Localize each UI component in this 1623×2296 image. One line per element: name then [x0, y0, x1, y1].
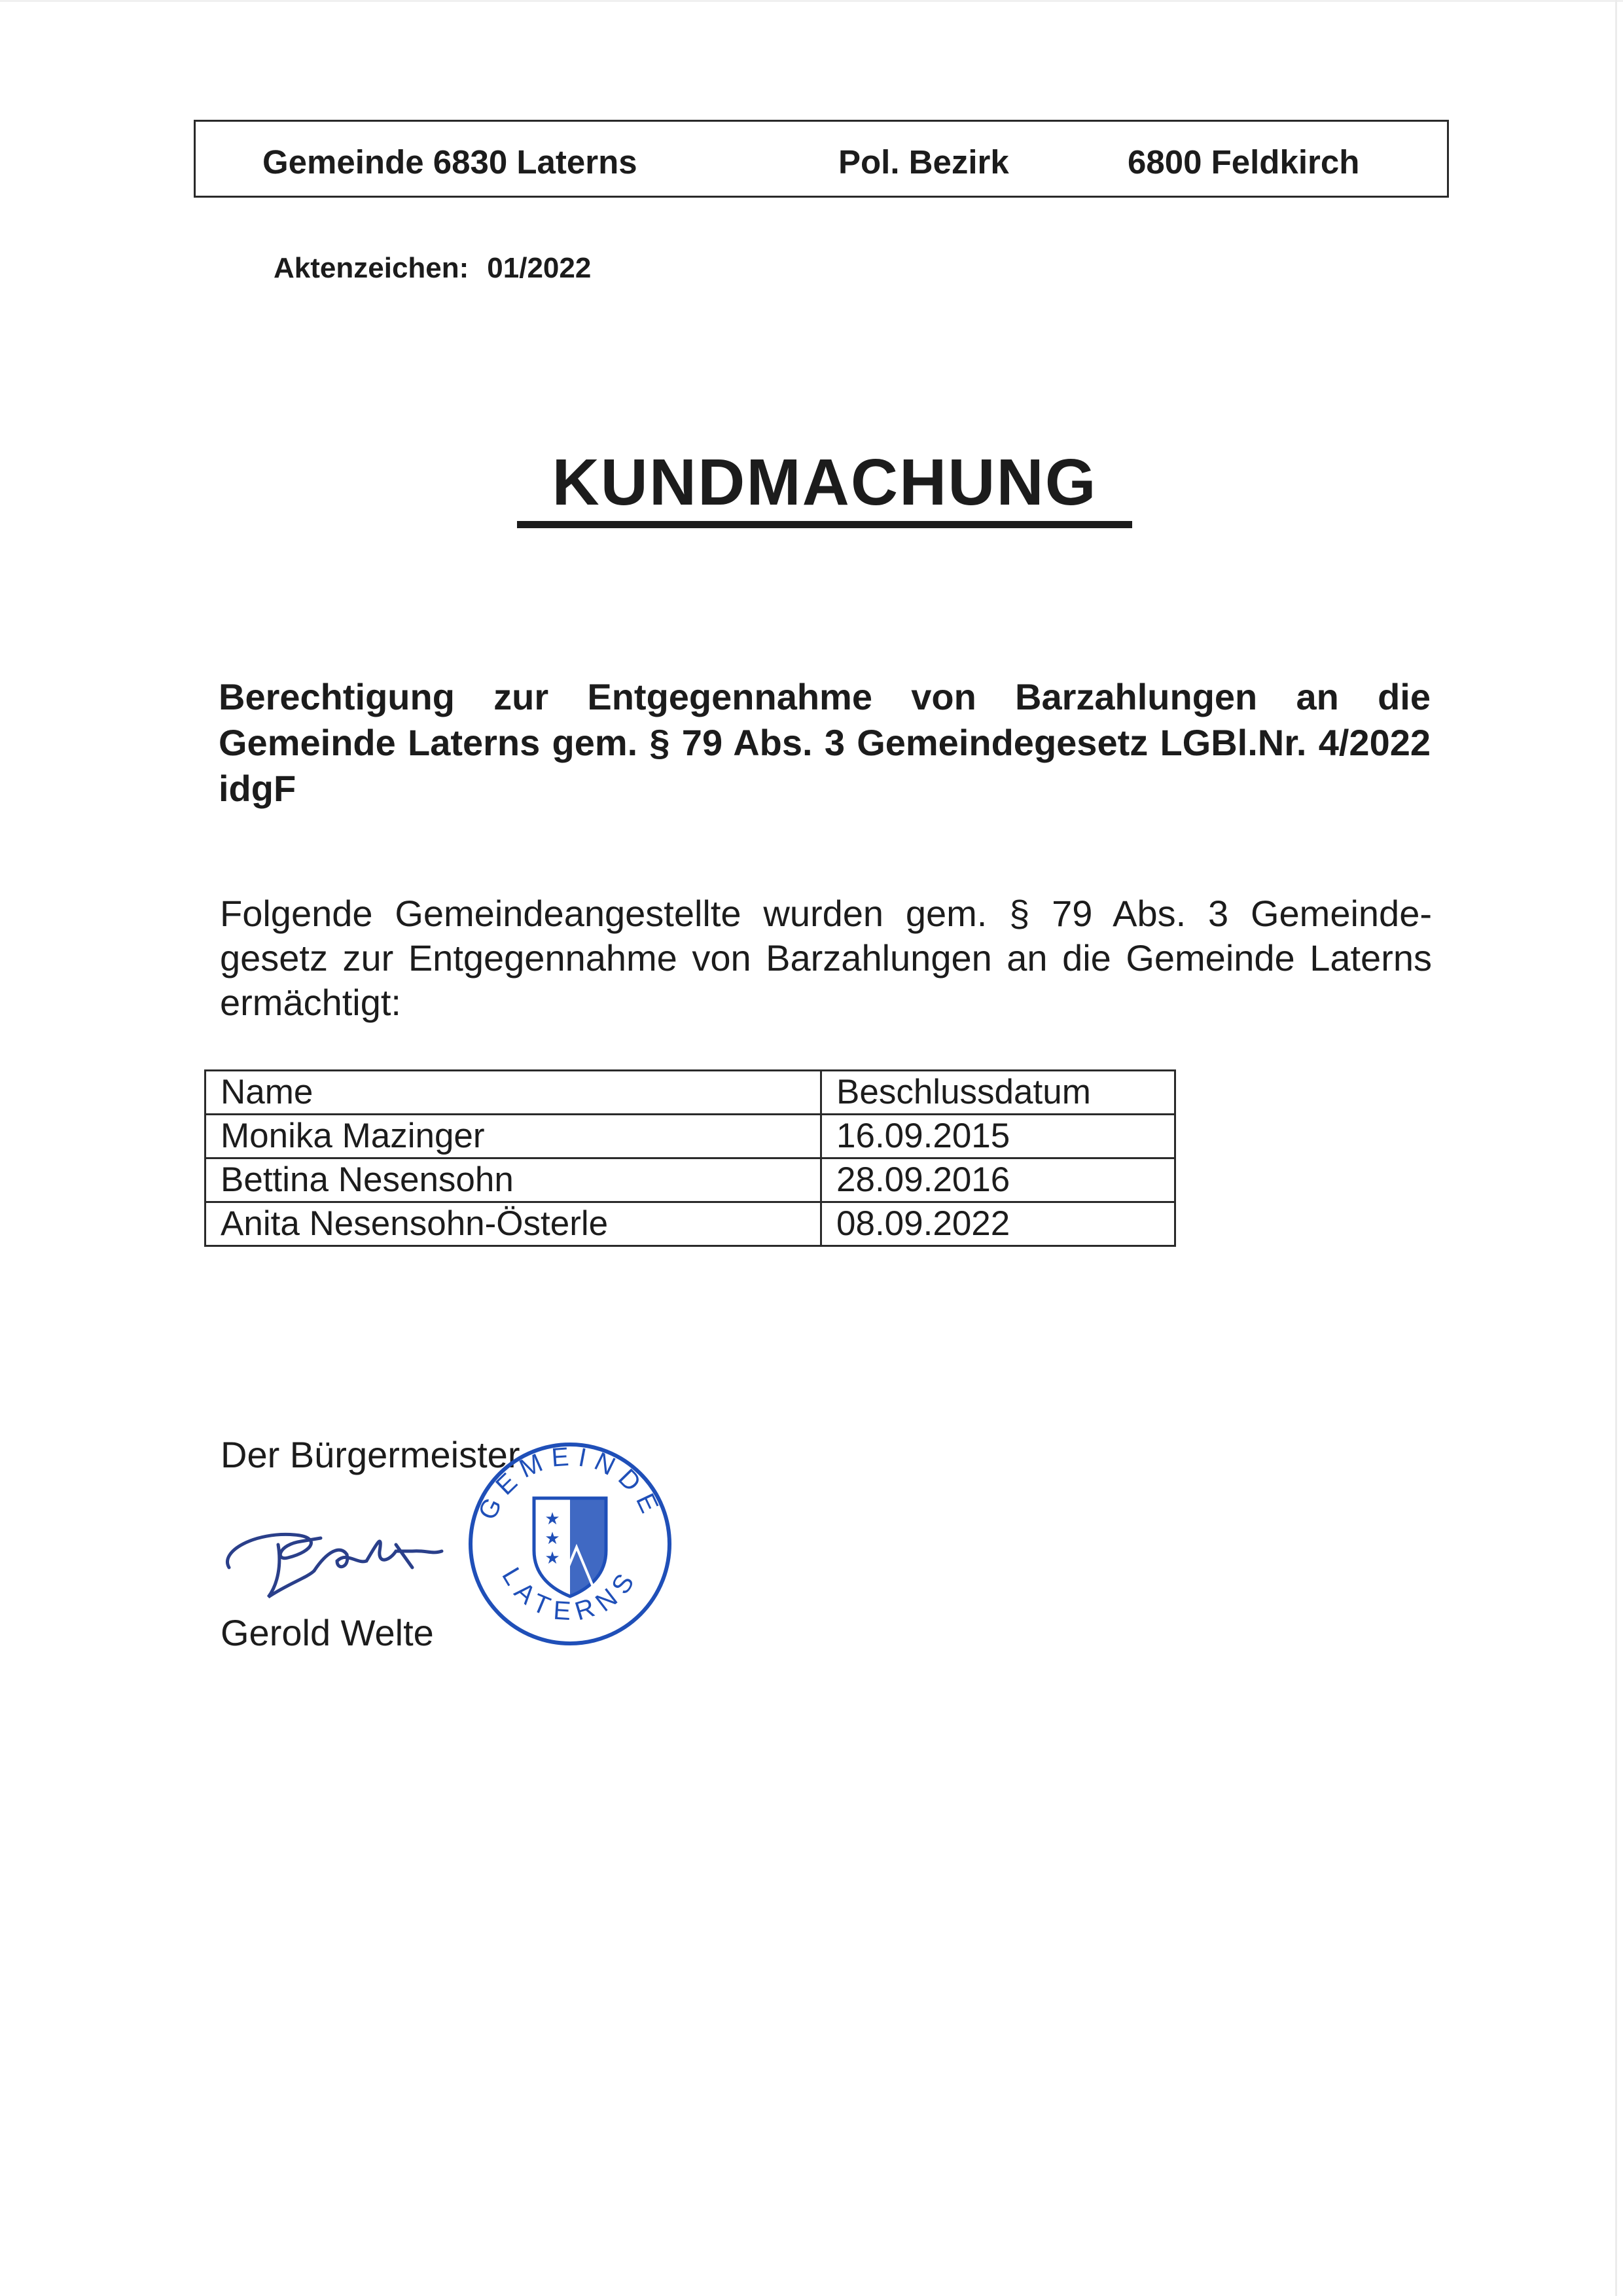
table-header-row: [205, 1071, 1175, 1115]
closing-title: Der Bürgermeister: [221, 1434, 520, 1475]
employee-name: Monika Mazinger: [205, 1115, 821, 1158]
employee-name: Anita Nesensohn-Österle: [205, 1202, 821, 1246]
coat-of-arms-icon: [534, 1498, 606, 1596]
column-header-date: Beschlussdatum: [821, 1071, 1175, 1115]
svg-text:★: ★: [544, 1528, 560, 1548]
column-header-name: Name: [205, 1071, 821, 1115]
svg-text:GEMEINDE: [473, 1442, 668, 1524]
file-reference-label: Aktenzeichen:: [274, 252, 469, 284]
file-reference-value: 01/2022: [487, 252, 592, 284]
page-title: KUNDMACHUNG: [517, 444, 1132, 528]
intro-paragraph: Folgende Gemeindeangestellte wurden gem. § 79 Abs. 3 Gemeinde-gesetz zur Entgegennahme von Barzahlungen an die Gemeinde Laterns ermächtigt:: [220, 893, 1432, 1023]
subject-heading: Berechtigung zur Entgegennahme von Barzahlungen an die Gemeinde Laterns gem. § 79 Abs. 3 Gemeindegesetz LGBl.Nr. 4/2022 idgF: [219, 676, 1431, 809]
municipal-seal-stamp: [462, 1436, 678, 1652]
svg-text:★: ★: [544, 1548, 560, 1568]
file-reference: [274, 252, 591, 285]
header-municipality: Gemeinde 6830 Laterns: [262, 143, 637, 181]
table-row: [205, 1202, 1175, 1246]
table-row: [205, 1115, 1175, 1158]
scan-edge-right: [1615, 0, 1617, 2296]
resolution-date: 28.09.2016: [821, 1158, 1175, 1202]
scan-edge-top: [0, 0, 1623, 2]
header-district-label: Pol. Bezirk: [838, 143, 1009, 181]
svg-text:★: ★: [544, 1509, 560, 1528]
seal-top-text: GEMEINDE: [473, 1442, 668, 1524]
handwritten-signature: [216, 1505, 504, 1610]
authorized-employees-table: [204, 1069, 1176, 1247]
resolution-date: 16.09.2015: [821, 1115, 1175, 1158]
table-row: [205, 1158, 1175, 1202]
employee-name: Bettina Nesensohn: [205, 1158, 821, 1202]
signer-name: Gerold Welte: [221, 1612, 434, 1653]
header-box: [194, 120, 1449, 198]
header-district: 6800 Feldkirch: [1128, 143, 1360, 181]
resolution-date: 08.09.2022: [821, 1202, 1175, 1246]
seal-bottom-text: LATERNS: [496, 1562, 644, 1626]
